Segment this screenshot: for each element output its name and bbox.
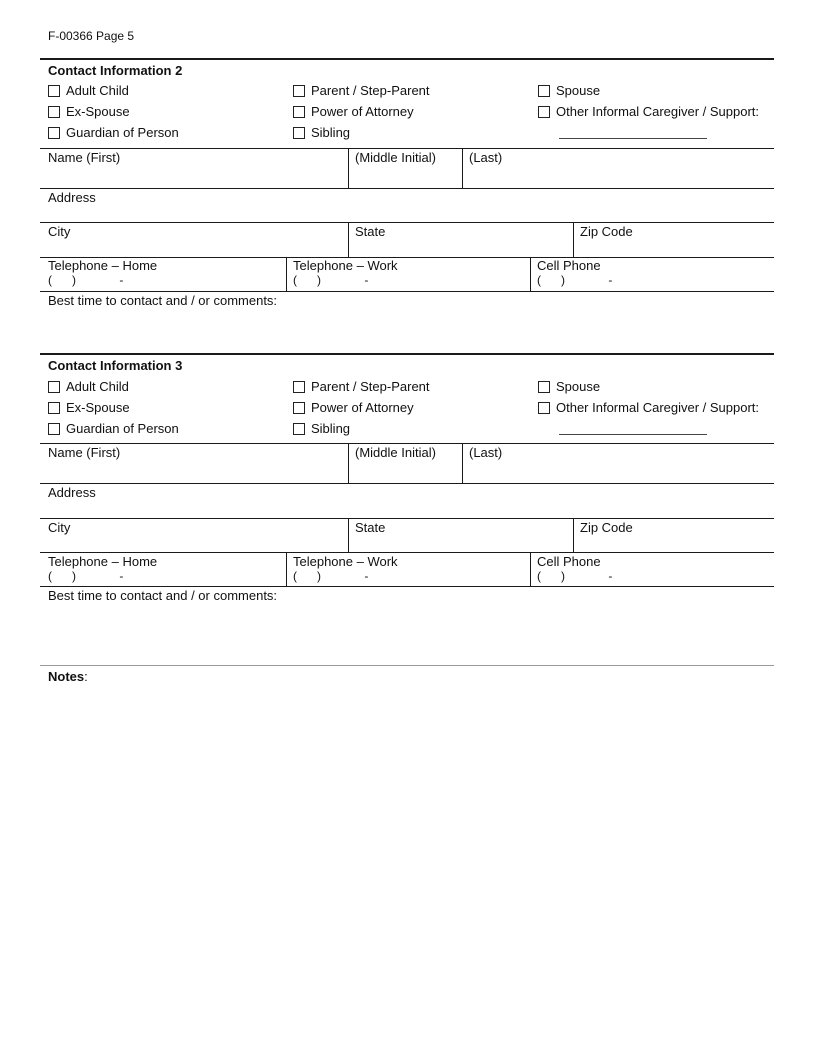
form-id: F-00366 Page 5 xyxy=(48,29,135,43)
checkbox-ex-spouse[interactable] xyxy=(48,104,130,119)
checkbox-box[interactable] xyxy=(293,85,305,97)
checkbox-ex-spouse[interactable] xyxy=(48,400,130,415)
cell-divider xyxy=(462,443,463,483)
row-divider xyxy=(40,518,774,519)
row-divider xyxy=(40,552,774,553)
city-field[interactable]: City xyxy=(48,224,71,239)
cell-divider xyxy=(348,222,349,257)
checkbox-box[interactable] xyxy=(48,85,60,97)
checkbox-label: Parent / Step-Parent xyxy=(311,83,430,98)
address-field[interactable]: Address xyxy=(48,485,96,500)
cell-divider xyxy=(573,518,574,552)
cell-divider xyxy=(286,257,287,291)
phone-format: ( ) - xyxy=(48,569,124,583)
section-divider xyxy=(40,58,774,60)
notes-colon: : xyxy=(84,669,88,684)
checkbox-label: Ex-Spouse xyxy=(66,400,130,415)
phone-format: ( ) - xyxy=(48,273,124,287)
checkbox-label: Sibling xyxy=(311,421,351,436)
checkbox-box[interactable] xyxy=(48,423,60,435)
cell-divider xyxy=(286,552,287,586)
notes-field[interactable] xyxy=(48,669,88,684)
checkbox-label: Guardian of Person xyxy=(66,421,179,436)
checkbox-other-caregiver[interactable] xyxy=(538,400,759,415)
notes-divider xyxy=(40,665,774,666)
phone-format: ( ) - xyxy=(537,273,613,287)
phone-format: ( ) - xyxy=(293,273,369,287)
row-divider xyxy=(40,222,774,223)
cell-divider xyxy=(530,257,531,291)
cell-phone-field[interactable]: Cell Phone xyxy=(537,554,601,569)
checkbox-other-caregiver[interactable] xyxy=(538,104,759,119)
notes-label: Notes xyxy=(48,669,85,684)
telephone-home-field[interactable]: Telephone – Home xyxy=(48,554,158,569)
comments-field[interactable]: Best time to contact and / or comments: xyxy=(48,588,278,603)
checkbox-label: Adult Child xyxy=(66,379,129,394)
cell-divider xyxy=(348,518,349,552)
cell-divider xyxy=(348,443,349,483)
checkbox-box[interactable] xyxy=(48,402,60,414)
checkbox-label: Spouse xyxy=(556,83,601,98)
checkbox-label: Parent / Step-Parent xyxy=(311,379,430,394)
checkbox-box[interactable] xyxy=(538,106,550,118)
zip-code-field[interactable]: Zip Code xyxy=(580,520,633,535)
checkbox-box[interactable] xyxy=(293,402,305,414)
phone-format: ( ) - xyxy=(537,569,613,583)
checkbox-box[interactable] xyxy=(293,381,305,393)
checkbox-adult-child[interactable] xyxy=(48,379,129,394)
row-divider xyxy=(40,188,774,189)
cell-phone-field[interactable]: Cell Phone xyxy=(537,258,601,273)
row-divider xyxy=(40,148,774,149)
checkbox-box[interactable] xyxy=(48,127,60,139)
checkbox-power-of-attorney[interactable] xyxy=(293,400,414,415)
checkbox-box[interactable] xyxy=(293,106,305,118)
last-name-field[interactable]: (Last) xyxy=(469,445,503,460)
zip-code-field[interactable]: Zip Code xyxy=(580,224,633,239)
comments-field[interactable]: Best time to contact and / or comments: xyxy=(48,293,278,308)
checkbox-guardian-of-person[interactable] xyxy=(48,125,179,140)
section-divider xyxy=(40,353,774,355)
checkbox-label: Adult Child xyxy=(66,83,129,98)
city-field[interactable]: City xyxy=(48,520,71,535)
address-field[interactable]: Address xyxy=(48,190,96,205)
middle-initial-field[interactable]: (Middle Initial) xyxy=(355,150,436,165)
section-title: Contact Information 2 xyxy=(48,63,183,78)
cell-divider xyxy=(462,148,463,188)
row-divider xyxy=(40,586,774,587)
checkbox-spouse[interactable] xyxy=(538,379,600,394)
other-caregiver-input[interactable] xyxy=(559,434,707,435)
checkbox-spouse[interactable] xyxy=(538,83,600,98)
cell-divider xyxy=(573,222,574,257)
row-divider xyxy=(40,483,774,484)
other-caregiver-input[interactable] xyxy=(559,138,707,139)
cell-divider xyxy=(530,552,531,586)
name-first-field[interactable]: Name (First) xyxy=(48,445,121,460)
telephone-work-field[interactable]: Telephone – Work xyxy=(293,258,398,273)
checkbox-box[interactable] xyxy=(293,127,305,139)
checkbox-power-of-attorney[interactable] xyxy=(293,104,414,119)
checkbox-box[interactable] xyxy=(538,381,550,393)
checkbox-box[interactable] xyxy=(538,85,550,97)
last-name-field[interactable]: (Last) xyxy=(469,150,503,165)
phone-format: ( ) - xyxy=(293,569,369,583)
checkbox-label: Guardian of Person xyxy=(66,125,179,140)
checkbox-label: Spouse xyxy=(556,379,601,394)
name-first-field[interactable]: Name (First) xyxy=(48,150,121,165)
checkbox-box[interactable] xyxy=(538,402,550,414)
cell-divider xyxy=(348,148,349,188)
checkbox-parent-step-parent[interactable] xyxy=(293,83,430,98)
checkbox-box[interactable] xyxy=(48,106,60,118)
checkbox-label: Sibling xyxy=(311,125,351,140)
checkbox-label: Power of Attorney xyxy=(311,400,414,415)
middle-initial-field[interactable]: (Middle Initial) xyxy=(355,445,436,460)
row-divider xyxy=(40,443,774,444)
checkbox-sibling[interactable] xyxy=(293,125,350,140)
state-field[interactable]: State xyxy=(355,520,386,535)
state-field[interactable]: State xyxy=(355,224,386,239)
checkbox-box[interactable] xyxy=(48,381,60,393)
telephone-home-field[interactable]: Telephone – Home xyxy=(48,258,158,273)
checkbox-label: Other Informal Caregiver / Support: xyxy=(556,400,760,415)
checkbox-label: Power of Attorney xyxy=(311,104,414,119)
checkbox-box[interactable] xyxy=(293,423,305,435)
row-divider xyxy=(40,291,774,292)
telephone-work-field[interactable]: Telephone – Work xyxy=(293,554,398,569)
checkbox-sibling[interactable] xyxy=(293,421,350,436)
checkbox-guardian-of-person[interactable] xyxy=(48,421,179,436)
checkbox-parent-step-parent[interactable] xyxy=(293,379,430,394)
checkbox-label: Ex-Spouse xyxy=(66,104,130,119)
checkbox-adult-child[interactable] xyxy=(48,83,129,98)
checkbox-label: Other Informal Caregiver / Support: xyxy=(556,104,760,119)
section-title: Contact Information 3 xyxy=(48,358,183,373)
